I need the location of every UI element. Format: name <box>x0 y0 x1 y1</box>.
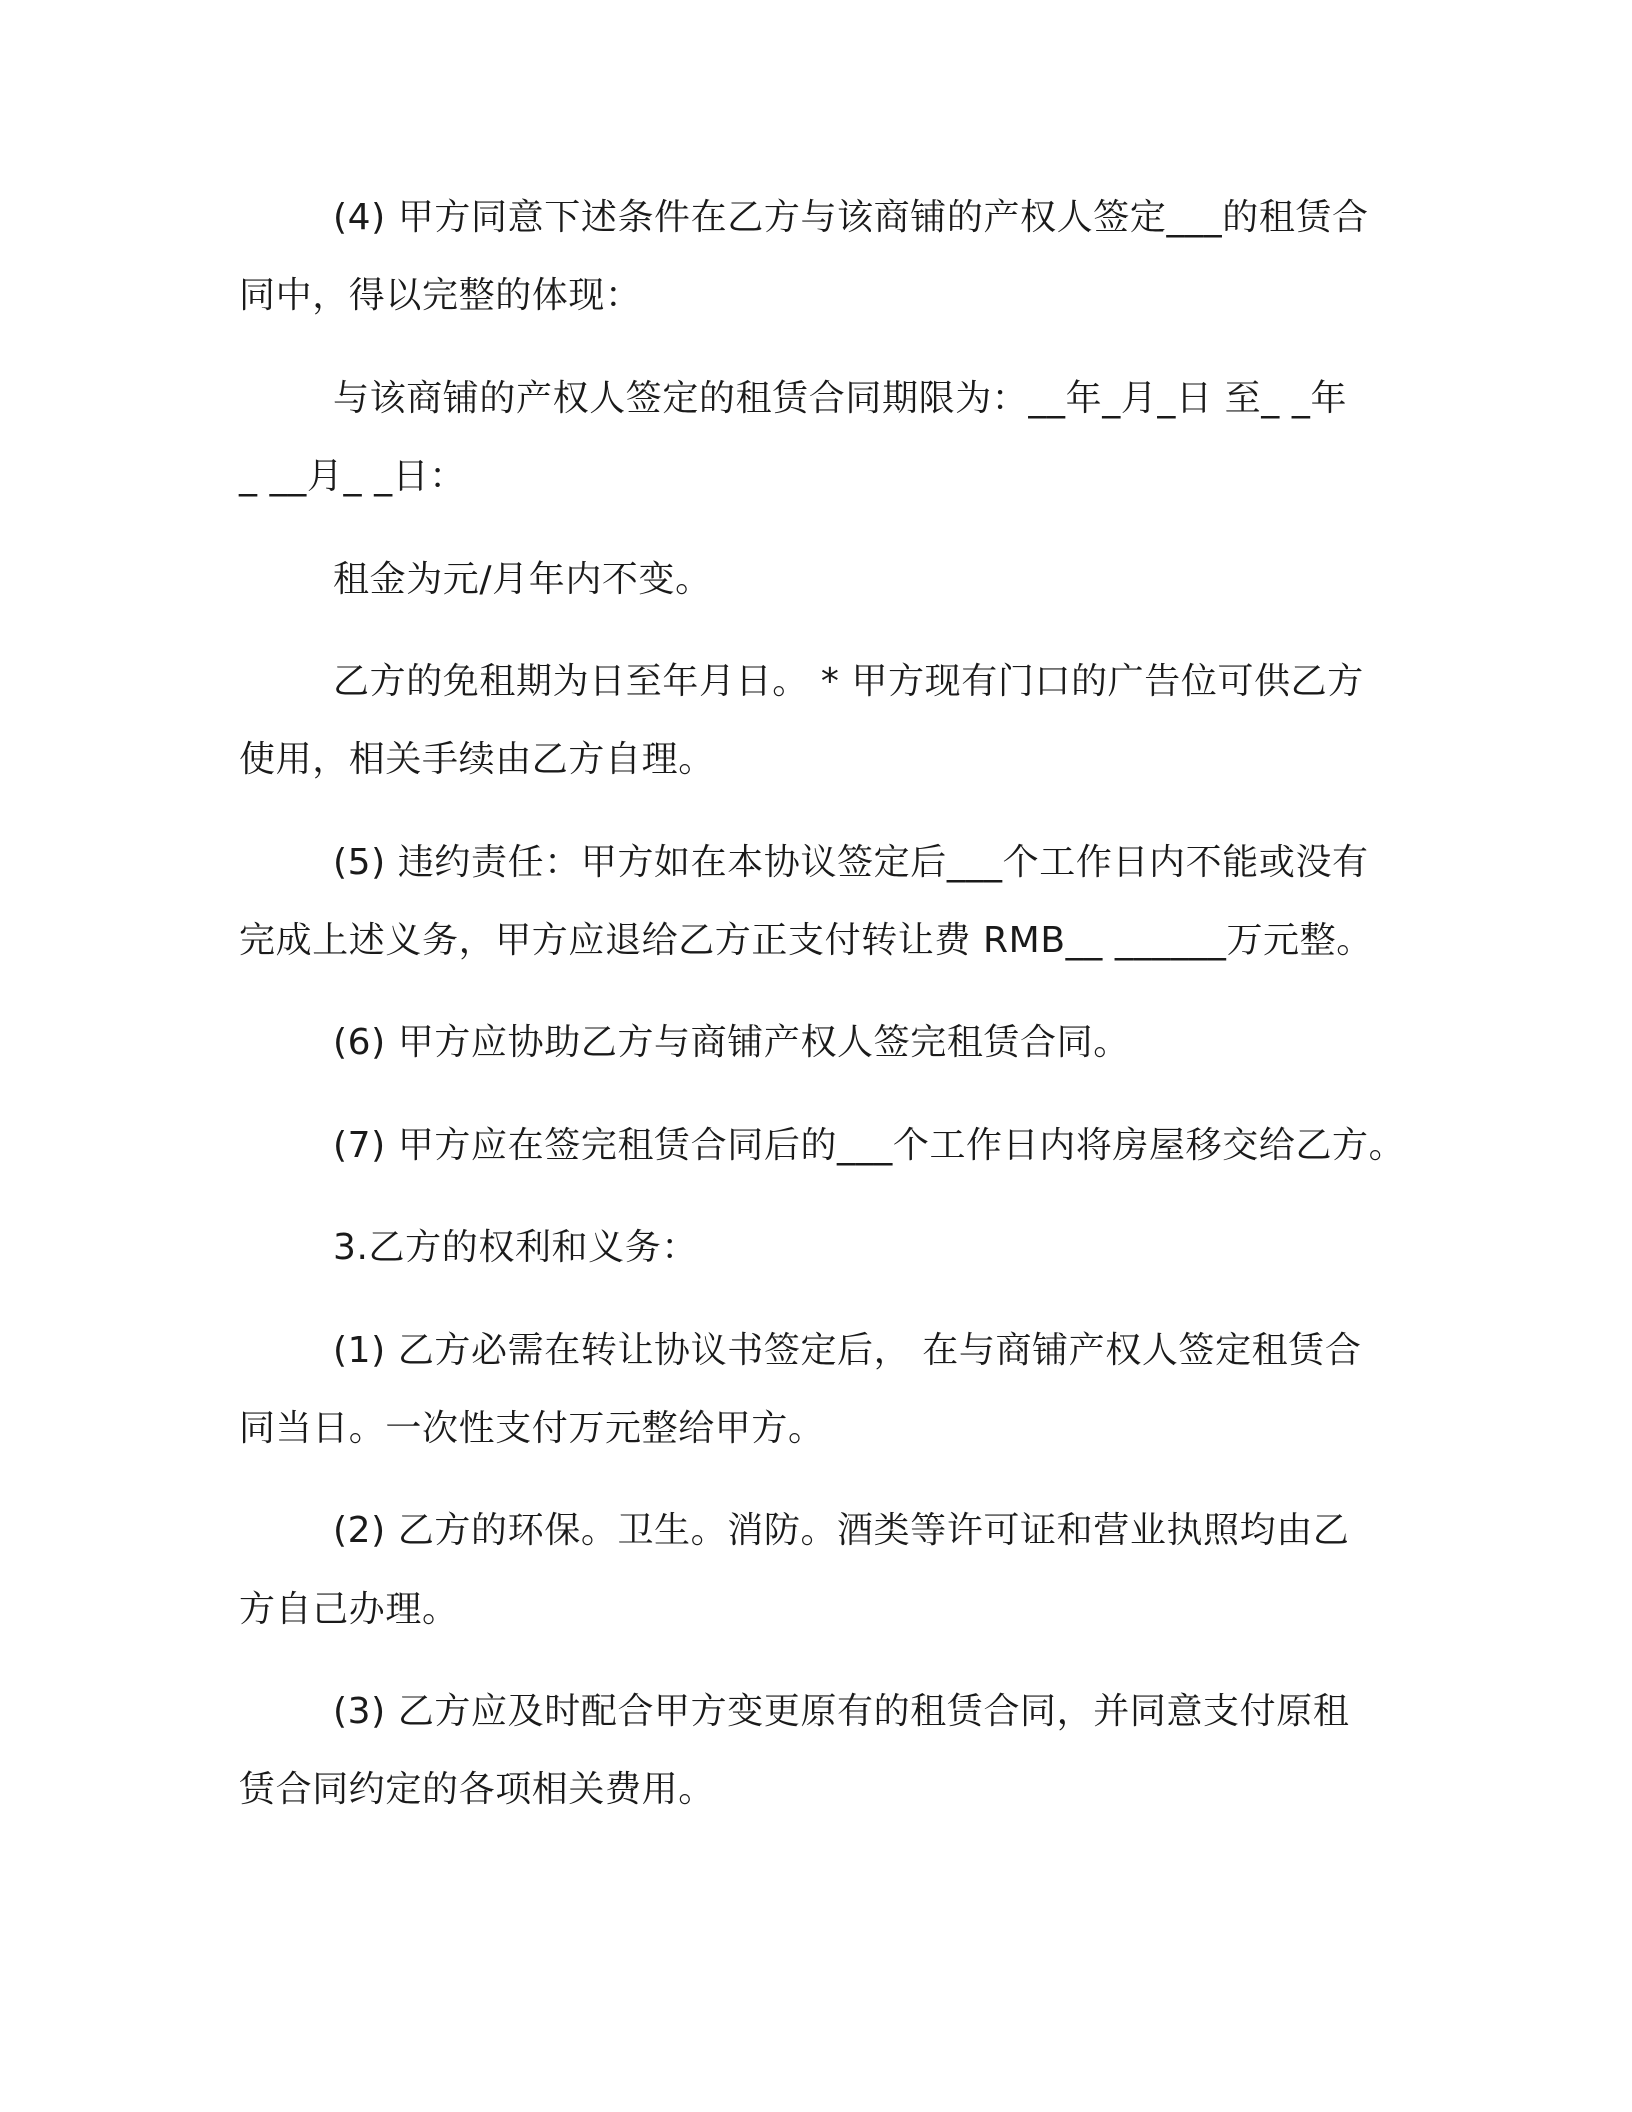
paragraph-line: (3) 乙方应及时配合甲方变更原有的租赁合同，并同意支付原租 <box>333 1691 1350 1732</box>
paragraph-line: (7) 甲方应在签完租赁合同后的___个工作日内将房屋移交给乙方。 <box>333 1125 1406 1166</box>
paragraph-line: 3.乙方的权利和义务： <box>333 1227 698 1268</box>
paragraph-line: 使用，相关手续由乙方自理。 <box>239 739 715 780</box>
paragraph-line: 租金为元/月年内不变。 <box>333 559 712 600</box>
paragraph-line: (2) 乙方的环保。卫生。消防。酒类等许可证和营业执照均由乙 <box>333 1510 1350 1551</box>
paragraph-line: (4) 甲方同意下述条件在乙方与该商铺的产权人签定___的租赁合 <box>333 197 1369 238</box>
paragraph-line: _ __月_ _日： <box>239 456 466 497</box>
paragraph-line: 方自己办理。 <box>239 1589 459 1630</box>
paragraph-line: (6) 甲方应协助乙方与商铺产权人签完租赁合同。 <box>333 1022 1130 1063</box>
paragraph-line: 同当日。一次性支付万元整给甲方。 <box>239 1408 825 1449</box>
paragraph-line: 赁合同约定的各项相关费用。 <box>239 1769 715 1810</box>
paragraph-line: 与该商铺的产权人签定的租赁合同期限为：__年_月_日 至_ _年 <box>333 378 1348 419</box>
paragraph-line: 完成上述义务，甲方应退给乙方正支付转让费 RMB__ ______万元整。 <box>239 920 1373 961</box>
paragraph-line: (1) 乙方必需在转让协议书签定后， 在与商铺产权人签定租赁合 <box>333 1330 1362 1371</box>
paragraph-line: 乙方的免租期为日至年月日。 * 甲方现有门口的广告位可供乙方 <box>333 661 1364 702</box>
paragraph-line: 同中，得以完整的体现： <box>239 275 642 316</box>
paragraph-line: (5) 违约责任：甲方如在本协议签定后___个工作日内不能或没有 <box>333 842 1369 883</box>
